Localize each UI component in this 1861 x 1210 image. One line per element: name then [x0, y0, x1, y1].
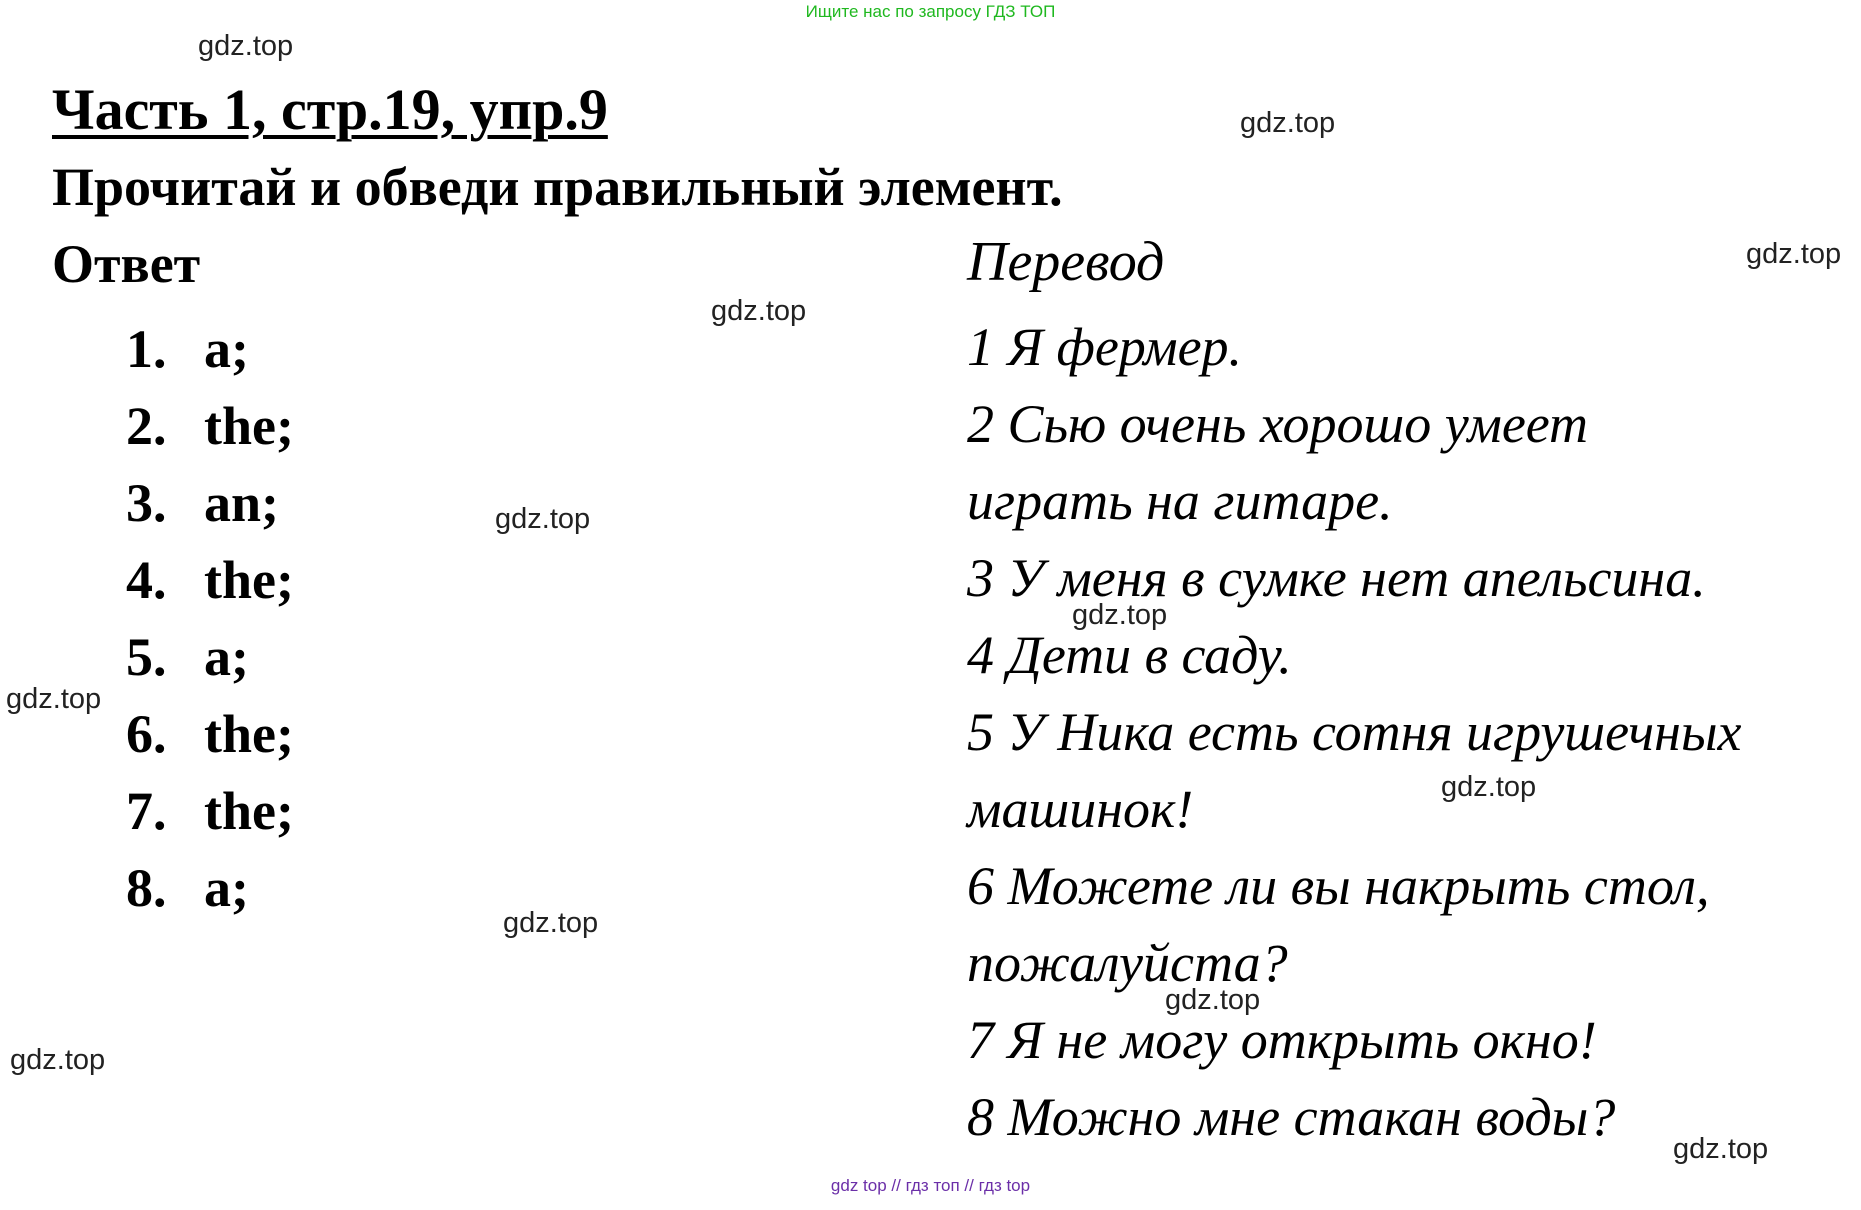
exercise-instruction: Прочитай и обведи правильный элемент.: [52, 157, 1063, 217]
footer-links: gdz top // гдз топ // гдз top: [830, 1176, 1031, 1195]
translation-line: играть на гитаре.: [967, 471, 1393, 531]
watermark: gdz.top: [1673, 1133, 1769, 1165]
translation-heading: Перевод: [967, 231, 1165, 293]
answer-item: [126, 781, 294, 841]
answer-item: [126, 319, 249, 379]
translation-line: 7 Я не могу открыть окно!: [967, 1010, 1597, 1070]
answer-heading: Ответ: [52, 234, 201, 294]
watermark: gdz.top: [1072, 599, 1168, 631]
answer-number: 3.: [126, 473, 167, 533]
answer-number: 8.: [126, 858, 167, 918]
answer-item: [126, 627, 249, 687]
answer-text: a;: [204, 858, 249, 918]
answer-number: 2.: [126, 396, 167, 456]
watermark: gdz.top: [10, 1044, 106, 1076]
answer-item: [126, 704, 294, 764]
top-banner: Ищите нас по запросу ГДЗ ТОП: [805, 2, 1056, 21]
answer-text: the;: [204, 550, 294, 610]
translation-line: 1 Я фермер.: [967, 317, 1243, 377]
page-title: Часть 1, стр.19, упр.9: [52, 77, 608, 142]
watermark: gdz.top: [1240, 107, 1336, 139]
answer-number: 7.: [126, 781, 167, 841]
watermark: gdz.top: [1746, 238, 1842, 270]
translation-line: пожалуйста?: [967, 933, 1288, 993]
watermark: gdz.top: [198, 30, 294, 62]
watermark: gdz.top: [6, 683, 102, 715]
answer-item: [126, 550, 294, 610]
answer-number: 1.: [126, 319, 167, 379]
translation-line: 5 У Ника есть сотня игрушечных: [967, 702, 1742, 762]
translation-line: 8 Можно мне стакан воды?: [967, 1087, 1616, 1147]
answer-number: 6.: [126, 704, 167, 764]
answer-text: the;: [204, 781, 294, 841]
translation-line: 4 Дети в саду.: [967, 625, 1292, 685]
answer-item: [126, 396, 294, 456]
watermark: gdz.top: [495, 503, 591, 535]
answer-text: a;: [204, 627, 249, 687]
translation-line: 3 У меня в сумке нет апельсина.: [967, 548, 1706, 608]
answer-text: a;: [204, 319, 249, 379]
watermark: gdz.top: [503, 907, 599, 939]
answer-text: the;: [204, 704, 294, 764]
answer-number: 5.: [126, 627, 167, 687]
answer-item: [126, 858, 249, 918]
translation-line: машинок!: [967, 779, 1194, 839]
watermark: gdz.top: [711, 295, 807, 327]
watermark: gdz.top: [1441, 771, 1537, 803]
answer-item: [126, 473, 280, 533]
answer-text: an;: [204, 473, 280, 533]
translation-line: 6 Можете ли вы накрыть стол,: [967, 856, 1710, 916]
answer-text: the;: [204, 396, 294, 456]
watermark: gdz.top: [1165, 984, 1261, 1016]
answer-number: 4.: [126, 550, 167, 610]
translation-line: 2 Сью очень хорошо умеет: [967, 394, 1589, 454]
